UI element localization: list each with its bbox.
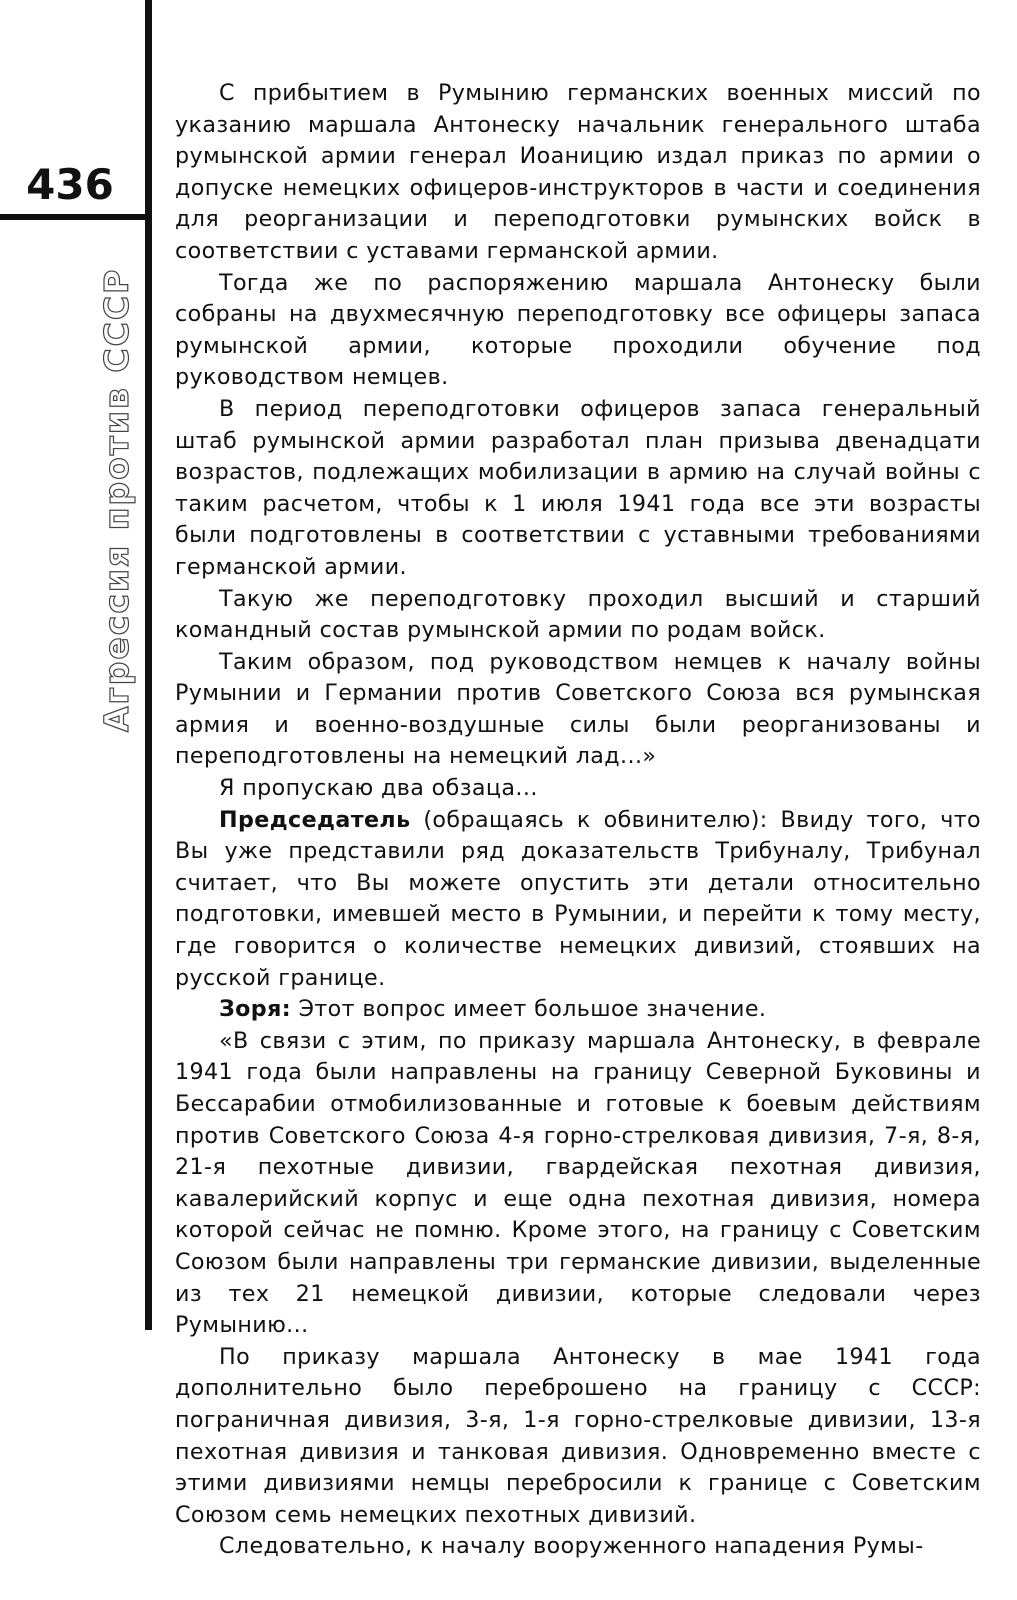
paragraph: Тогда же по распоряжению маршала Антонеску были собраны на двухмесячную переподготовку все офицеры запаса румынской армии, которые проходили обучение под руководством немцев. xyxy=(175,269,981,391)
paragraph: «В связи с этим, по приказу маршала Антонеску, в феврале 1941 года были направлены на границу Северной Буковины и Бессарабии отмобилизованные и готовые к боевым действиям против Советского Союза 4-я горно-стрелковая дивизия, 7-я, 8-я, 21-я пехотные дивизии, гвардейская пехотная дивизия, кавалерийский корпус и еще одна пехотная дивизия, номера которой сейчас не помню. Кроме этого, на границу с Советским Союзом были направлены три германские дивизии, выделенные из тех 21 немецкой дивизии, которые следовали через Румынию... xyxy=(175,1027,981,1339)
page-number: 436 xyxy=(26,160,114,209)
paragraph: Таким образом, под руководством немцев к началу войны Румынии и Германии против Советского Союза вся румынская армия и военно-воздушные силы были реорганизованы и переподготовлены на немецкий лад...» xyxy=(175,648,981,770)
paragraph: Зоря: Этот вопрос имеет большое значение. xyxy=(219,996,767,1023)
paragraph: По приказу маршала Антонеску в мае 1941 года дополнительно было переброшено на границу с СССР: пограничная дивизия, 3-я, 1-я горно-стрелковые дивизии, 13-я пехотная дивизия и танковая дивизия. Одновременно вместе с этими дивизиями немцы перебросили к границе с Советским Союзом семь немецких пехотных дивизий. xyxy=(175,1343,981,1528)
paragraph: Следовательно, к началу вооруженного нападения Румы- xyxy=(219,1533,924,1560)
paragraph: Такую же переподготовку проходил высший и старший командный состав румынской армии по родам войск. xyxy=(175,585,981,644)
body-text xyxy=(175,78,981,1563)
paragraph: Председатель (обращаясь к обвинителю): Ввиду того, что Вы уже представили ряд доказательств Трибуналу, Трибунал считает, что Вы можете опустить эти детали относительно подготовки, имевшей место в Румынии, и перейти к тому месту, где говорится о количестве немецких дивизий, стоявших на русской границе. xyxy=(175,806,981,991)
speaker-name: Зоря: xyxy=(219,996,292,1023)
paragraph: С прибытием в Румынию германских военных миссий по указанию маршала Антонеску начальник генерального штаба румынской армии генерал Иоаницию издал приказ по армии о допуске немецких офицеров-инструкторов в части и соединения для реорганизации и переподготовки румынских войск в соответствии с уставами германской армии. xyxy=(175,80,981,264)
stage-remark: (обращаясь к обвинителю): xyxy=(410,806,768,833)
paragraph: В период переподготовки офицеров запаса генеральный штаб румынской армии разработал план призыва двенадцати возрастов, подлежащих мобилизации в армию на случай войны с таким расчетом, чтобы к 1 июля 1941 года все эти возрасты были подготовлены в соответствии с уставными требованиями германской армии. xyxy=(175,395,981,580)
margin-vertical-rule xyxy=(145,0,152,1330)
page-number-rule xyxy=(0,214,152,220)
paragraph: Я пропускаю два обзаца... xyxy=(219,775,538,802)
speaker-name: Председатель xyxy=(219,806,411,833)
running-title: Агрессия против СССР xyxy=(97,267,136,732)
